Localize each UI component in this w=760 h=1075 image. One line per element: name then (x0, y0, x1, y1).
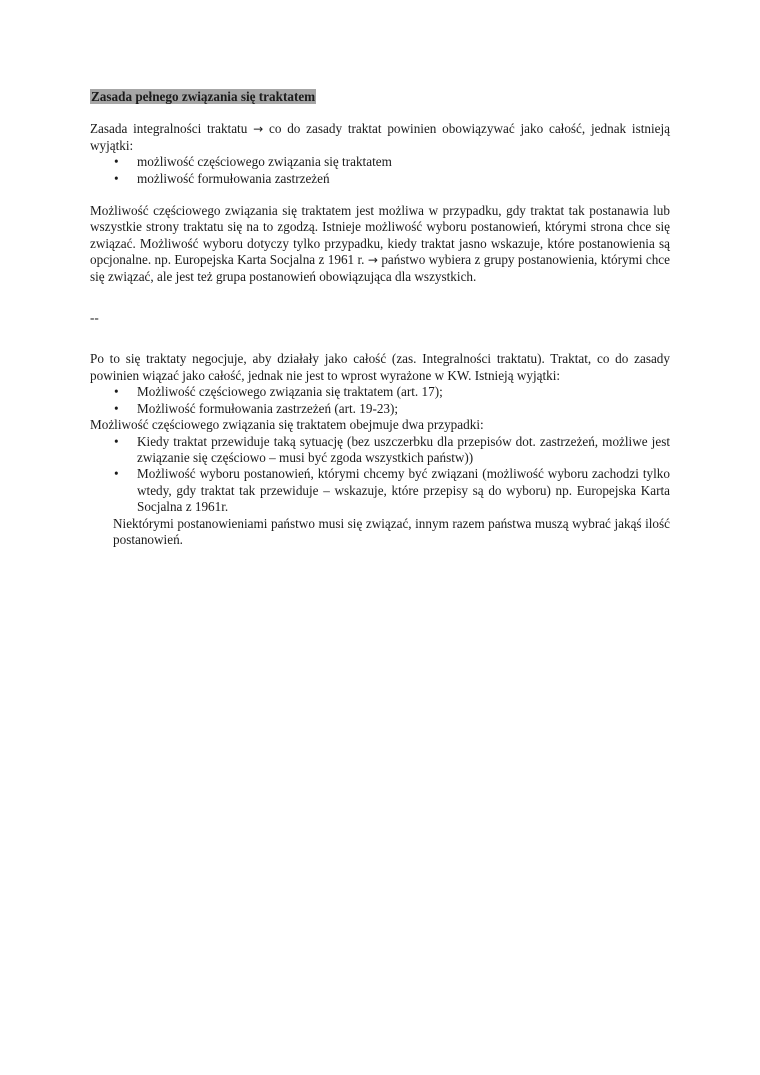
right-arrow-icon: → (367, 253, 378, 268)
list-item (90, 434, 670, 467)
section1-intro-a: Zasada integralności traktatu (90, 121, 248, 137)
section3-paragraph: Po to się traktaty negocjuje, aby działały jako całość (zas. Integralności traktatu). Traktat, co do zasady powinien wiązać jako całość, jednak nie jest to wprost wyrażone w KW. Istnieją wyjątki: (90, 351, 670, 383)
section2-paragraph (90, 203, 670, 285)
heading-line (90, 89, 670, 105)
list-item-text: Kiedy traktat przewiduje taką sytuację (bez uszczerbku dla przepisów dot. zastrzeżeń, możliwe jest związanie się częściowo – musi być zgoda wszystkich państw)) (137, 433, 670, 465)
list-item (90, 384, 670, 400)
separator: -- (90, 310, 99, 326)
page-title: Zasada pełnego związania się traktatem (91, 89, 316, 104)
bullet-icon: • (114, 384, 119, 400)
list-item (90, 154, 670, 170)
list-item-text: Możliwość formułowania zastrzeżeń (art. 19-23); (137, 400, 399, 416)
list-item (90, 466, 670, 515)
section3-closing: Niektórymi postanowieniami państwo musi się związać, innym razem państwa muszą wybrać jakąś ilość postanowień. (113, 515, 670, 547)
right-arrow-icon: → (253, 122, 264, 137)
section3-bullet-list-2 (90, 434, 670, 516)
section1-intro (90, 121, 670, 154)
section2-para-b: państwo wybiera z grupy postanowienia, którymi chce się związać, ale jest też grupa postanowień obowiązująca dla wszystkich. (90, 252, 671, 284)
spacer (90, 285, 670, 310)
section3-bullet-list (90, 384, 670, 417)
list-item-text: możliwość formułowania zastrzeżeń (137, 170, 330, 186)
list-item-text: możliwość częściowego związania się traktatem (137, 154, 392, 170)
section2-para-a: Możliwość częściowego związania się traktatem jest możliwa w przypadku, gdy traktat tak postanawia lub wszystkie strony traktatu się na to zgodzą. Istnieje możliwość wyboru postanowień, którymi strona chce się związać. Możliwość wyboru dotyczy tylko przypadku, kiedy traktat jasno wskazuje, które postanowienia są opcjonalne. np. Europejska Karta Socjalna z 1961 r. (90, 203, 670, 268)
bullet-icon: • (114, 170, 119, 186)
list-item-text: Możliwość wyboru postanowień, którymi chcemy być związani (możliwość wyboru zachodzi tylko wtedy, gdy traktat tak przewiduje – wskazuje, które przepisy są do wyboru) np. Europejska Karta Socjalna z 1961r. (137, 466, 670, 515)
list-item-text: Możliwość częściowego związania się traktatem (art. 17); (137, 384, 443, 400)
list-item (90, 401, 670, 417)
document-body (90, 89, 670, 548)
section1-bullet-list (90, 154, 670, 187)
spacer (90, 326, 670, 351)
list-item (90, 171, 670, 187)
bullet-icon: • (114, 433, 119, 449)
section3-paragraph-2: Możliwość częściowego związania się traktatem obejmuje dwa przypadki: (90, 417, 484, 433)
bullet-icon: • (114, 400, 119, 416)
spacer (90, 187, 670, 203)
bullet-icon: • (114, 466, 119, 482)
section1-intro-b: co do zasady traktat powinien obowiązywać jako całość, jednak istnieją wyjątki: (90, 121, 671, 153)
bullet-icon: • (114, 154, 119, 170)
